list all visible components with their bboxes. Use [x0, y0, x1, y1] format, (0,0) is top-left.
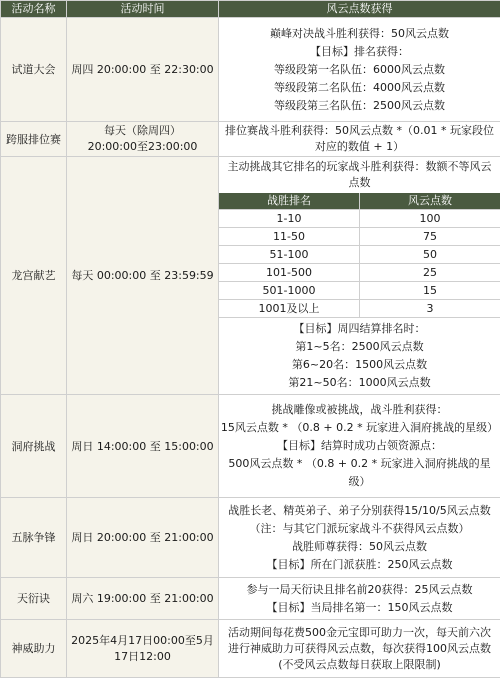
- reward-line: （注：与其它门派玩家战斗不获得风云点数）: [219, 520, 500, 538]
- activity-time: 每天 00:00:00 至 23:59:59: [67, 157, 219, 395]
- reward-line: 第21~50名：1000风云点数: [219, 374, 500, 392]
- table-row: [219, 264, 500, 282]
- activity-time: 周四 20:00:00 至 22:30:00: [67, 18, 219, 122]
- activity-time: 周日 20:00:00 至 21:00:00: [67, 498, 219, 578]
- reward-cell: [219, 578, 500, 620]
- activity-name: 试道大会: [1, 18, 67, 122]
- activity-name: 洞府挑战: [1, 395, 67, 498]
- rank-cell: 501-1000: [219, 282, 360, 300]
- reward-line: 第1~5名：2500风云点数: [219, 338, 500, 356]
- activity-time: [67, 620, 219, 678]
- rank-points-table: [219, 193, 500, 318]
- reward-line: 参与一局天衍诀且排名前20获得：25风云点数: [219, 581, 500, 599]
- reward-line: 【目标】结算时成功占领资源点：: [219, 437, 500, 455]
- points-cell: 50: [360, 246, 500, 264]
- rank-cell: 101-500: [219, 264, 360, 282]
- activity-name: 神威助力: [1, 620, 67, 678]
- reward-line: 主动挑战其它排名的玩家战斗胜利获得：数额不等风云: [219, 159, 500, 175]
- time-line: 17日12:00: [67, 649, 218, 665]
- row-vein: [1, 498, 500, 578]
- reward-line: 对应的数值 + 1）: [219, 139, 500, 155]
- reward-line: 等级段第一名队伍：6000风云点数: [219, 61, 500, 79]
- reward-line: 15风云点数 * （0.8 + 0.2 * 玩家进入洞府挑战的星级）: [219, 419, 500, 437]
- row-cave: [1, 395, 500, 498]
- header-reward: 风云点数获得: [219, 1, 500, 18]
- row-palace: [1, 157, 500, 395]
- activity-time: 周六 19:00:00 至 21:00:00: [67, 578, 219, 620]
- row-trial: [1, 18, 500, 122]
- reward-line: 【目标】当局排名第一：150风云点数: [219, 599, 500, 617]
- time-line: 每天（除周四）: [67, 123, 218, 139]
- activity-name: 龙宫献艺: [1, 157, 67, 395]
- reward-line: 第6~20名：1500风云点数: [219, 356, 500, 374]
- activity-time: [67, 122, 219, 157]
- rank-cell: 1001及以上: [219, 300, 360, 318]
- reward-line: 【目标】周四结算排名时：: [219, 320, 500, 338]
- reward-line: 点数: [219, 175, 500, 191]
- header-name: 活动名称: [1, 1, 67, 18]
- table-row: [219, 246, 500, 264]
- rank-cell: 1-10: [219, 210, 360, 228]
- reward-cell: [219, 498, 500, 578]
- reward-line: 等级段第三名队伍：2500风云点数: [219, 97, 500, 115]
- reward-cell: [219, 122, 500, 157]
- reward-line: 战胜师尊获得：50风云点数: [219, 538, 500, 556]
- reward-line: 挑战雕像或被挑战，战斗胜利获得：: [219, 401, 500, 419]
- rank-header: 战胜排名: [219, 193, 360, 210]
- header-time: 活动时间: [67, 1, 219, 18]
- activity-name: 五脉争锋: [1, 498, 67, 578]
- reward-line: 500风云点数 * （0.8 + 0.2 * 玩家进入洞府挑战的星: [219, 455, 500, 473]
- row-shenwei: [1, 620, 500, 678]
- reward-line: 排位赛战斗胜利获得：50风云点数 *（0.01 * 玩家段位: [219, 123, 500, 139]
- reward-line: 巅峰对决战斗胜利获得：50风云点数: [219, 25, 500, 43]
- reward-cell: [219, 395, 500, 498]
- points-cell: 100: [360, 210, 500, 228]
- reward-cell: [219, 620, 500, 678]
- rank-cell: 51-100: [219, 246, 360, 264]
- reward-line: 级）: [219, 473, 500, 491]
- reward-line: 战胜长老、精英弟子、弟子分别获得15/10/5风云点数: [219, 502, 500, 520]
- table-row: [219, 210, 500, 228]
- activity-name: 跨服排位赛: [1, 122, 67, 157]
- reward-line: 进行神威助力可获得风云点数，每次获得100风云点数: [219, 641, 500, 657]
- table-row: [219, 282, 500, 300]
- time-line: 2025年4月17日00:00至5月: [67, 633, 218, 649]
- points-header: 风云点数: [360, 193, 500, 210]
- activity-time: 周日 14:00:00 至 15:00:00: [67, 395, 219, 498]
- reward-line: (不受风云点数每日获取上限限制): [219, 657, 500, 673]
- header-row: [1, 1, 500, 18]
- table-row: [219, 228, 500, 246]
- table-row: [219, 300, 500, 318]
- row-crossrank: [1, 122, 500, 157]
- activity-name: 天衍诀: [1, 578, 67, 620]
- points-cell: 25: [360, 264, 500, 282]
- points-cell: 3: [360, 300, 500, 318]
- points-cell: 75: [360, 228, 500, 246]
- reward-line: 活动期间每花费500金元宝即可助力一次，每天前六次: [219, 625, 500, 641]
- reward-line: 【目标】所在门派获胜：250风云点数: [219, 556, 500, 574]
- time-line: 20:00:00至23:00:00: [67, 139, 218, 155]
- points-cell: 15: [360, 282, 500, 300]
- row-tianxing: [1, 578, 500, 620]
- reward-cell: [219, 157, 500, 395]
- reward-line: 【目标】排名获得：: [219, 43, 500, 61]
- reward-line: 等级段第二名队伍：4000风云点数: [219, 79, 500, 97]
- reward-cell: [219, 18, 500, 122]
- rank-cell: 11-50: [219, 228, 360, 246]
